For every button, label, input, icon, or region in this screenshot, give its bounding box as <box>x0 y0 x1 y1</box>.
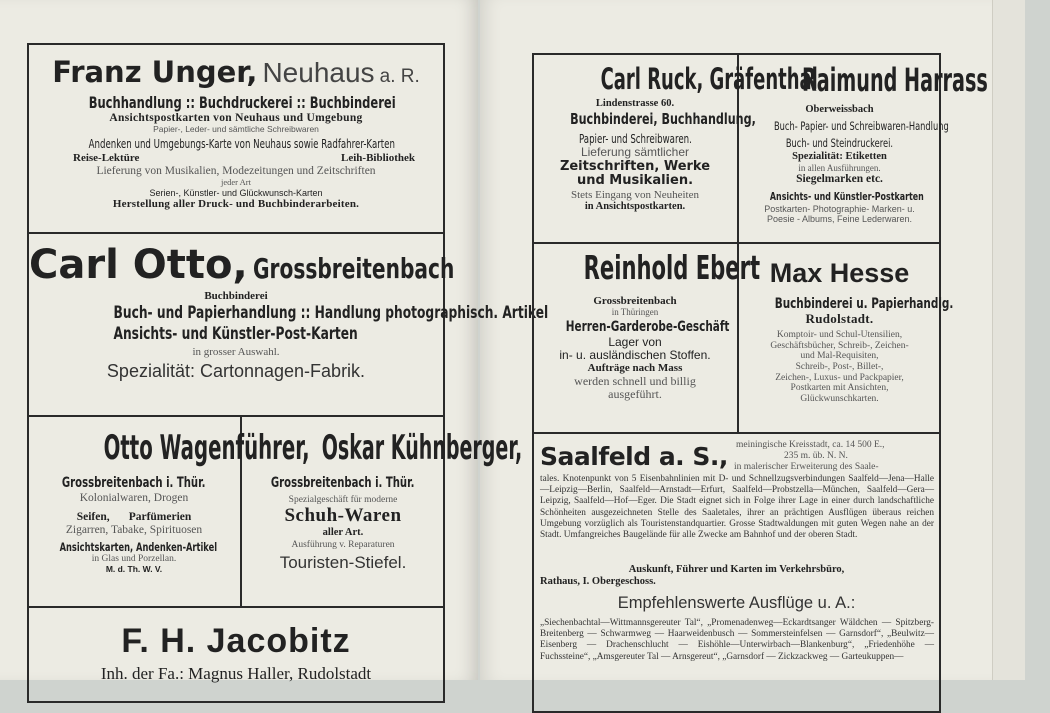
ad-line: Ausführung v. Reparaturen <box>291 540 395 551</box>
ad-line: Glückwunschkarten. <box>800 393 879 404</box>
advertiser-name: F. H. Jacobitz <box>121 622 351 660</box>
ad-line: Reise-Lektüre <box>73 152 140 165</box>
advertiser-name: Oskar Kühnberger, <box>321 428 523 468</box>
ad-line: Zigarren, Tabake, Spirituosen <box>65 523 203 536</box>
ad-max-hesse <box>740 246 954 431</box>
ad-line: M. d. Th. W. V. <box>105 564 163 575</box>
ad-line: in Thüringen <box>611 307 659 318</box>
ad-line: in allen Ausführungen. <box>798 163 881 174</box>
ad-carl-otto <box>29 236 549 414</box>
ad-line: Lager von <box>608 334 662 349</box>
ad-franz-unger <box>29 47 443 231</box>
ad-line: Ansichts- und Künstler-Post-Karten <box>113 324 359 345</box>
advertiser-name: Reinhold Ebert <box>583 248 761 287</box>
divider <box>27 606 445 608</box>
ad-line: Buchbinderei, Buchhandlung, <box>570 110 756 129</box>
ad-line: Seifen, <box>76 510 110 523</box>
ad-line: Inh. der Fa.: Magnus Haller, Rudolstadt <box>100 664 372 684</box>
advertiser-place-suffix: a. R. <box>379 66 420 87</box>
ad-line: Buchbinderei u. Papierhandlg. <box>774 296 954 313</box>
advertiser-name: Carl Otto, <box>29 242 248 288</box>
ad-line: Papier- und Schreibwaren. <box>578 131 692 146</box>
town-line: meiningische Kreisstadt, ca. 14 500 E., <box>736 440 885 450</box>
ad-line: Parfümerien <box>128 510 192 523</box>
ad-line: Postkarten mit Ansichten, <box>790 383 889 394</box>
town-title: Saalfeld a. S., <box>540 442 728 471</box>
ad-carl-ruck <box>534 57 818 241</box>
town-line: in malerischer Erweiterung des Saale- <box>734 462 879 472</box>
ad-line: Papier-, Leder- und sämtliche Schreibwaren <box>153 123 319 134</box>
ad-line: Touristen-Stiefel. <box>279 553 407 573</box>
ad-line: Serien-, Künstler- und Glückwunsch-Karten <box>149 187 323 198</box>
ad-line: ausgeführt. <box>608 387 662 402</box>
ad-line: Zeitschriften, Werke <box>559 158 711 174</box>
ad-line: Geschäftsbücher, Schreib-, Zeichen- <box>770 340 909 351</box>
ad-otto-wagenfuehrer <box>29 419 310 605</box>
ad-saalfeld <box>534 436 939 680</box>
ad-line: Grossbreitenbach i. Thür. <box>62 475 206 492</box>
ad-line: in Glas und Porzellan. <box>91 554 177 565</box>
excursions-list: „Siechenbachtal—Wittmannsgereuter Tal“, „Promenadenweg—Eckardtsanger Wäldchen — Spitzberg-Breitenberg — Schwarmweg — Haarweidenbusch — Sommersteinfelsen — Garnsdorf“, „Beulwitz—Eisenberg — Drachenschlucht — Eishöhle—Unterwirbach—Blankenburg“, „Friedenhöhe — Fuchssteine“, „Amsgereuter Tal — Arnsgereut“, „Garnsdorf — Zickzackweg — Garteukuppen— <box>540 618 934 662</box>
town-info: Auskunft, Führer und Karten im Verkehrsbüro, <box>628 564 845 575</box>
ad-line: aller Art. <box>322 526 364 538</box>
ad-line: Ansichtskarten, Andenken-Artikel <box>59 539 218 554</box>
ad-line: und Mal-Requisiten, <box>800 351 879 362</box>
ad-line: werden schnell und billig <box>574 373 696 388</box>
advertiser-name: Max Hesse <box>769 258 910 288</box>
ad-reinhold-ebert <box>534 246 761 431</box>
ad-raimund-harrass <box>740 57 988 241</box>
divider <box>27 415 445 417</box>
ad-line: Rudolstadt. <box>805 311 874 327</box>
ad-jacobitz <box>29 610 443 684</box>
ad-line: Ansichts- und Künstler-Postkarten <box>769 190 924 204</box>
ad-line: Stets Eingang von Neuheiten <box>570 189 699 202</box>
ad-line: Schuh-Waren <box>284 505 402 527</box>
ad-line: Oberweissbach <box>805 103 874 115</box>
ad-line: Andenken und Umgebungs-Karte von Neuhaus sowie Radfahrer-Karten <box>88 137 395 152</box>
ad-oskar-kuehnberger <box>243 419 523 605</box>
ad-line: und Musikalien. <box>576 173 694 189</box>
ad-line: Spezialität: Etiketten <box>792 151 887 163</box>
ad-line: in grosser Auswahl. <box>192 346 280 359</box>
ad-line: Poesie - Albums, Feine Lederwaren. <box>766 214 913 225</box>
ad-line: Spezialgeschäft für moderne <box>288 494 398 505</box>
advertiser-name: Carl Ruck, Gräfenthal <box>600 62 818 96</box>
ad-line: Buch- Papier- und Schreibwaren-Handlung <box>773 118 949 133</box>
ad-line: Buchhandlung :: Buchdruckerei :: Buchbinderei <box>88 93 396 112</box>
advertiser-name: Raimund Harrass <box>801 61 988 99</box>
ad-line: jeder Art <box>221 177 251 188</box>
ad-line: Siegelmarken etc. <box>796 173 883 186</box>
ad-line: Lieferung von Musikalien, Modezeitungen und Zeitschriften <box>96 165 376 178</box>
ad-line: Leih-Bibliothek <box>341 152 415 165</box>
ad-line: Schreib-, Post-, Billet-, <box>795 361 884 372</box>
ad-line: Zeichen-, Luxus- und Packpapier, <box>775 372 904 383</box>
ad-line: Kolonialwaren, Drogen <box>79 491 189 504</box>
ad-line: Grossbreitenbach <box>593 294 677 307</box>
advertiser-place: Grossbreitenbach <box>252 252 455 285</box>
divider <box>27 232 445 234</box>
next-page-edge <box>992 0 1025 680</box>
ad-line: Ansichtspostkarten von Neuhaus und Umgebung <box>109 111 363 124</box>
ad-line: Herren-Garderobe-Geschäft <box>565 319 730 336</box>
ad-line: Aufträge nach Mass <box>587 362 683 375</box>
advertiser-name: Otto Wagenführer, <box>103 428 310 468</box>
ad-line: Buchbinderei <box>204 290 268 302</box>
town-info: Rathaus, I. Obergeschoss. <box>540 576 656 587</box>
town-description: tales. Knotenpunkt von 5 Eisenbahnlinien mit D- und Schnellzugsverbindungen Saalfeld—Jena—Halle—Leipzig—Berlin, Saalfeld—Arnstadt—Erfurt, Saalfeld—Probstzella—München, Saalfeld—Gera—Leipzig, Saalfeld—Hof—Eger. Die Stadt eignet sich in Folge ihrer Lage in einer durch landschaftliche Schönheiten ausgezeichneten Stelle des Saaletales, ihrer an prächtigen Ausflügen überaus reichen Umgebung vorzüglich als Touristenstandquartier. Grosse Stadtwaldungen mit guten Wegen nahe an der Stadt. Umfangreiches Baugelände für alle Zwecke am Bahnhof und der oberen Stadt. <box>540 474 934 541</box>
ad-line: Postkarten- Photographie- Marken- u. <box>764 204 915 214</box>
ad-line: Komptoir- und Schul-Utensilien, <box>776 330 903 341</box>
advertiser-place: Neuhaus <box>262 57 375 88</box>
excursions-title: Empfehlenswerte Ausflüge u. A.: <box>617 594 856 612</box>
ad-line: Buch- und Papierhandlung :: Handlung photographisch. Artikel <box>113 303 549 324</box>
ad-line: Herstellung aller Druck- und Buchbinderarbeiten. <box>112 197 360 210</box>
ad-line: in Ansichtspostkarten. <box>584 201 686 213</box>
town-line: 235 m. üb. N. N. <box>784 451 848 461</box>
ad-line: Lindenstrasse 60. <box>595 98 675 110</box>
ad-line: Spezialität: Cartonnagen-Fabrik. <box>106 360 366 381</box>
ad-line: Grossbreitenbach i. Thür. <box>271 475 415 492</box>
advertiser-name: Franz Unger, <box>52 55 258 89</box>
ad-line: Lieferung sämtlicher <box>580 145 690 160</box>
ad-line: Buch- und Steindruckerei. <box>785 136 894 151</box>
ad-line: in- u. ausländischen Stoffen. <box>559 348 711 363</box>
